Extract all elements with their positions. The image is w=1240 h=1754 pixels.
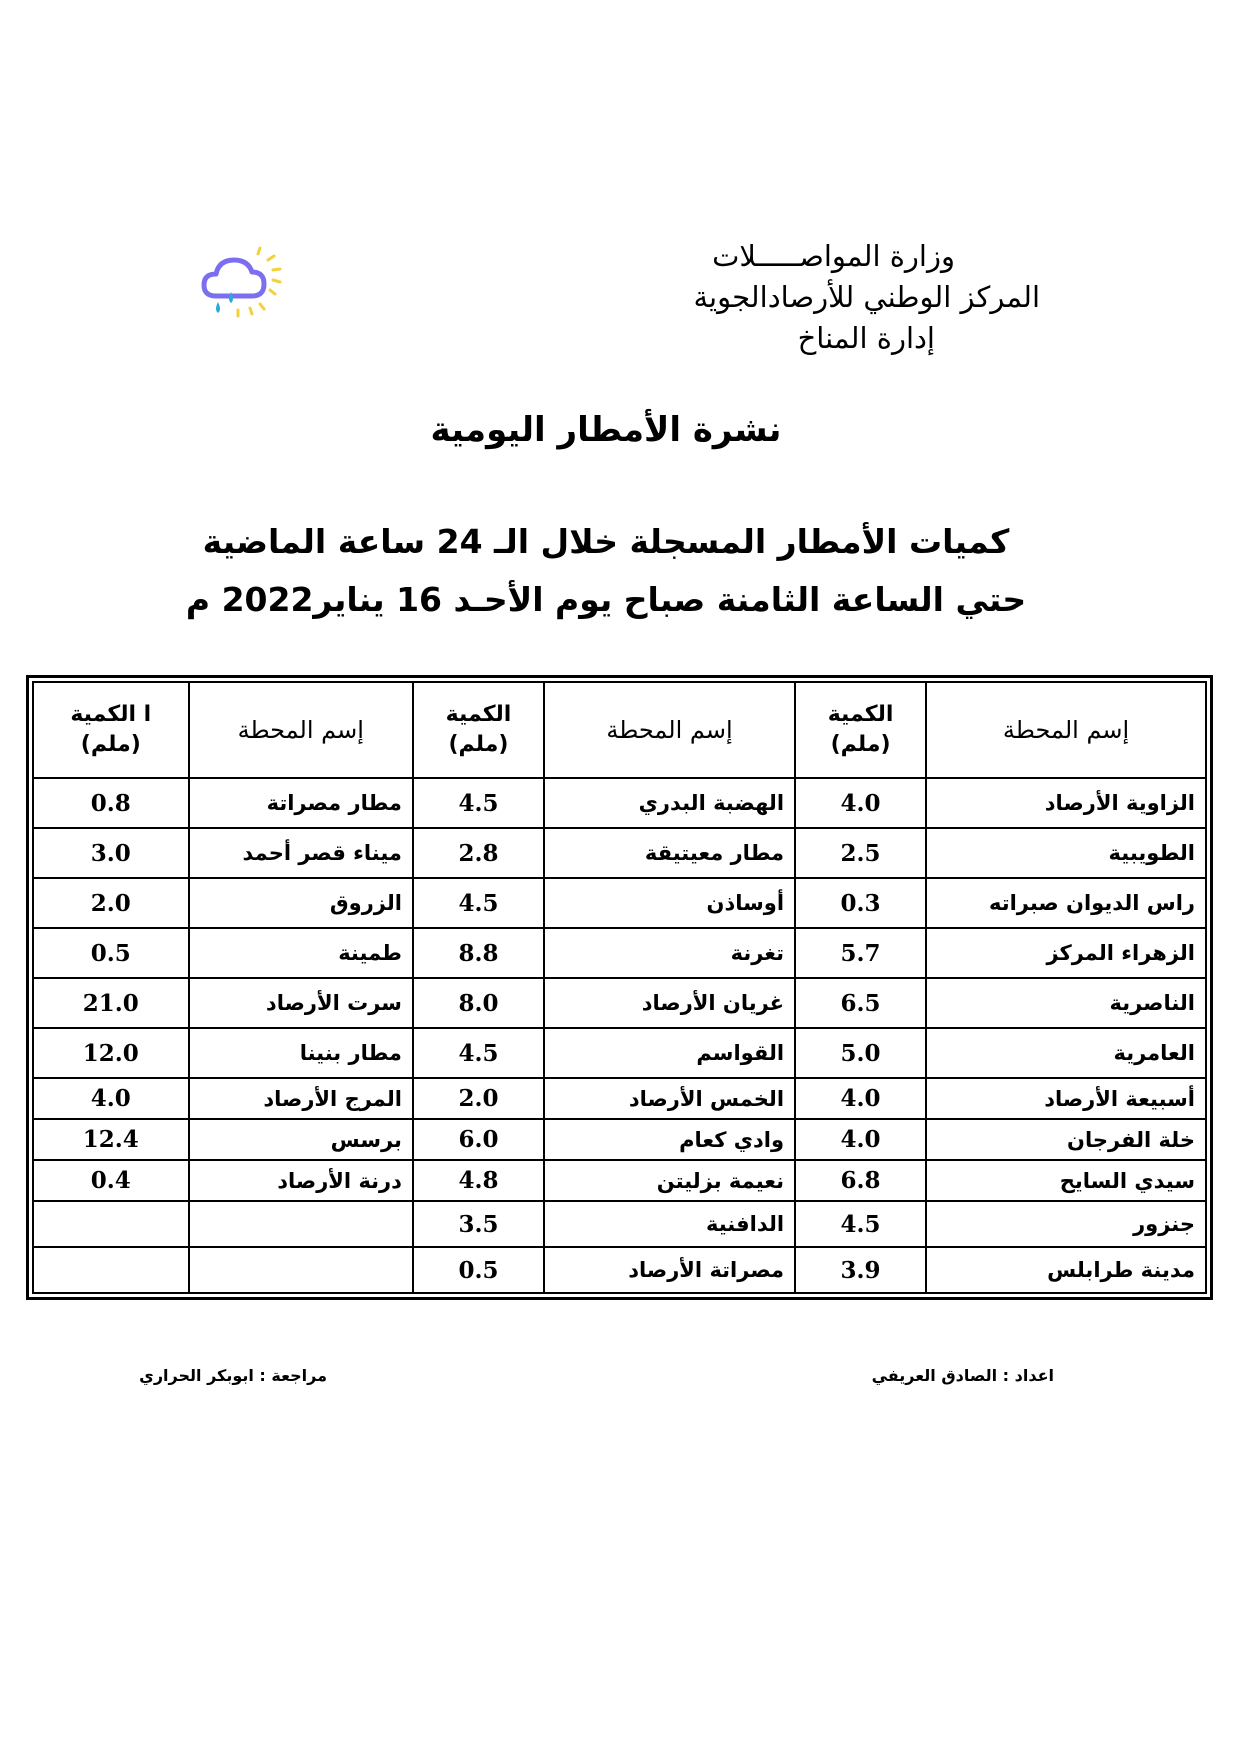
header-quantity-2 [413,682,544,778]
rainfall-table [32,681,1207,1294]
rainfall-value-cell: 4.8 [413,1160,544,1201]
station-name-cell: الزروق [189,878,413,928]
subtitle-date: حتي الساعة الثامنة صباح يوم الأحـد 16 يناير2022 م [185,580,1027,619]
station-name-cell: سرت الأرصاد [189,978,413,1028]
table-row [33,1119,1206,1160]
rainfall-value-cell: 2.5 [795,828,926,878]
rainfall-value-cell: 4.5 [413,878,544,928]
station-name-cell: مطار معيتيقة [544,828,795,878]
table-row [33,978,1206,1028]
station-name-cell: مطار بنينا [189,1028,413,1078]
header-quantity-1 [795,682,926,778]
rainfall-value-cell: 2.8 [413,828,544,878]
station-name-cell: وادي كعام [544,1119,795,1160]
station-name-cell: الهضبة البدري [544,778,795,828]
station-name-cell: درنة الأرصاد [189,1160,413,1201]
header-quantity-label: الكمية [445,702,512,727]
header-station-2: إسم المحطة [544,682,795,778]
rainfall-value-cell: 3.5 [413,1201,544,1247]
station-name-cell: ميناء قصر أحمد [189,828,413,878]
station-name-cell: مصراتة الأرصاد [544,1247,795,1293]
rainfall-value-cell: 4.0 [33,1078,189,1119]
rainfall-value-cell: 12.0 [33,1028,189,1078]
table-row [33,878,1206,928]
station-name-cell: القواسم [544,1028,795,1078]
table-row [33,928,1206,978]
rainfall-table-frame [26,675,1213,1300]
station-name-cell: أوساذن [544,878,795,928]
rainfall-value-cell: 2.0 [33,878,189,928]
table-row [33,778,1206,828]
station-name-cell: أسبيعة الأرصاد [926,1078,1206,1119]
station-name-cell: راس الديوان صبراته [926,878,1206,928]
station-name-cell: الخمس الأرصاد [544,1078,795,1119]
department-name: إدارة المناخ [797,321,935,355]
prepared-by: اعداد : الصادق العريفي [871,1366,1054,1385]
bulletin-title: نشرة الأمطار اليومية [430,410,782,450]
cloud-rain-sun-icon [198,246,298,326]
organization-header [693,236,1040,359]
station-name-cell: العامرية [926,1028,1206,1078]
rainfall-value-cell: 8.0 [413,978,544,1028]
station-name-cell: مطار مصراتة [189,778,413,828]
rainfall-value-cell: 4.0 [795,1078,926,1119]
rainfall-value-cell: 0.3 [795,878,926,928]
table-row [33,1201,1206,1247]
rainfall-value-cell: 21.0 [33,978,189,1028]
station-name-cell: مدينة طرابلس [926,1247,1206,1293]
rainfall-value-cell: 4.5 [795,1201,926,1247]
header-unit-label: (ملم) [80,732,141,757]
rainfall-value-cell: 6.0 [413,1119,544,1160]
rainfall-value-cell: 4.5 [413,778,544,828]
station-name-cell: خلة الفرجان [926,1119,1206,1160]
rainfall-value-cell: 5.7 [795,928,926,978]
rainfall-value-cell: 2.0 [413,1078,544,1119]
station-name-cell: غريان الأرصاد [544,978,795,1028]
rainfall-value-cell: 0.5 [33,928,189,978]
station-name-cell: نعيمة بزليتن [544,1160,795,1201]
station-name-cell: برسس [189,1119,413,1160]
rainfall-value-cell: 3.0 [33,828,189,878]
table-row [33,1078,1206,1119]
header-quantity-label: الكمية [827,702,894,727]
rainfall-value-cell: 8.8 [413,928,544,978]
table-row [33,1028,1206,1078]
header-station-3: إسم المحطة [189,682,413,778]
station-name-cell: الزهراء المركز [926,928,1206,978]
station-name-cell [189,1201,413,1247]
rainfall-value-cell: 4.5 [413,1028,544,1078]
table-row [33,1247,1206,1293]
header-unit-label: (ملم) [448,732,509,757]
header-station-1: إسم المحطة [926,682,1206,778]
rainfall-value-cell: 4.0 [795,778,926,828]
rainfall-value-cell: 3.9 [795,1247,926,1293]
header-quantity-label: ا الكمية [70,702,152,727]
station-name-cell [189,1247,413,1293]
station-name-cell: جنزور [926,1201,1206,1247]
rainfall-value-cell: 0.8 [33,778,189,828]
station-name-cell: الناصرية [926,978,1206,1028]
station-name-cell: المرج الأرصاد [189,1078,413,1119]
rainfall-value-cell: 6.5 [795,978,926,1028]
subtitle-period: كميات الأمطار المسجلة خلال الـ 24 ساعة الماضية [202,522,1010,561]
station-name-cell: سيدي السايح [926,1160,1206,1201]
ministry-name: وزارة المواصـــــلات [712,239,955,273]
header-unit-label: (ملم) [830,732,891,757]
rainfall-value-cell: 4.0 [795,1119,926,1160]
rainfall-value-cell [33,1247,189,1293]
rainfall-value-cell: 0.4 [33,1160,189,1201]
station-name-cell: الزاوية الأرصاد [926,778,1206,828]
rainfall-value-cell: 6.8 [795,1160,926,1201]
reviewed-by: مراجعة : ابوبكر الحراري [139,1366,327,1385]
station-name-cell: تغرنة [544,928,795,978]
header-quantity-3 [33,682,189,778]
rainfall-value-cell: 12.4 [33,1119,189,1160]
rainfall-value-cell: 5.0 [795,1028,926,1078]
station-name-cell: الدافنية [544,1201,795,1247]
table-row [33,1160,1206,1201]
table-row [33,828,1206,878]
rainfall-value-cell: 0.5 [413,1247,544,1293]
table-header-row [33,682,1206,778]
rainfall-value-cell [33,1201,189,1247]
station-name-cell: طمينة [189,928,413,978]
center-name: المركز الوطني للأرصادالجوية [693,280,1040,314]
station-name-cell: الطويبية [926,828,1206,878]
